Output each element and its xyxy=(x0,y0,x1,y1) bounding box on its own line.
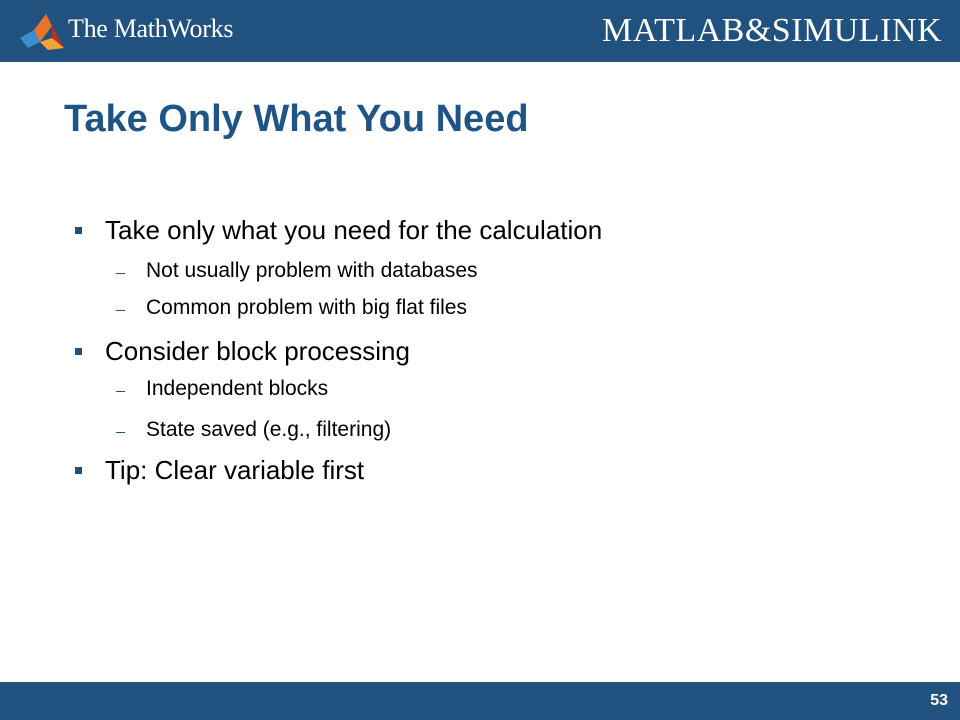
brand-logo-text: MATLAB&SIMULINK xyxy=(602,12,942,49)
bullet-list: Take only what you need for the calculation Not usually problem with databases Common problem with big flat files Consider block processing Independent blocks State saved (e.g., filtering) Tip: Clear variable first xyxy=(0,0,960,720)
square-bullet-icon xyxy=(75,227,82,234)
square-bullet-icon xyxy=(75,467,82,474)
dash-bullet-icon xyxy=(116,273,125,274)
dash-bullet-icon xyxy=(116,432,125,433)
footer-bar xyxy=(0,682,960,720)
dash-bullet-icon xyxy=(116,310,125,311)
dash-bullet-icon xyxy=(116,391,125,392)
square-bullet-icon xyxy=(75,348,82,355)
company-name: The MathWorks xyxy=(68,14,234,43)
page-number: 53 xyxy=(930,692,948,709)
slide-title: Take Only What You Need xyxy=(64,98,529,140)
